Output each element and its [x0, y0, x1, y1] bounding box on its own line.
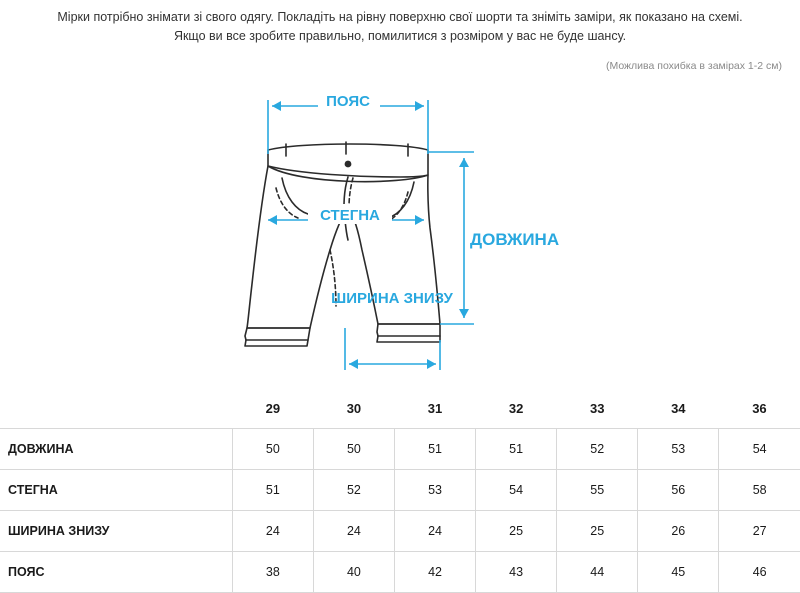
- table-col-header: 29: [232, 388, 313, 429]
- shorts-waistband: [268, 144, 428, 177]
- table-cell: 56: [638, 470, 719, 511]
- intro-text: [0, 8, 800, 46]
- left-cuff-fold: [245, 340, 308, 346]
- table-row: [0, 429, 800, 470]
- table-cell: 54: [476, 470, 557, 511]
- table-col-header: 33: [557, 388, 638, 429]
- label-hips: [320, 207, 380, 224]
- table-cell: 24: [313, 511, 394, 552]
- right-cuff: [377, 324, 440, 336]
- table-cell: 46: [719, 552, 800, 593]
- table-cell: 24: [232, 511, 313, 552]
- label-hips-text: СТЕГНА: [320, 207, 380, 224]
- label-waist-text: ПОЯС: [326, 93, 370, 110]
- table-cell: 51: [394, 429, 475, 470]
- label-bottom-width-text: ШИРИНА ЗНИЗУ: [331, 290, 453, 307]
- table-cell: 38: [232, 552, 313, 593]
- left-cuff: [245, 328, 310, 340]
- label-length-text: ДОВЖИНА: [470, 230, 560, 249]
- table-col-header: 30: [313, 388, 394, 429]
- intro-line-1: Мірки потрібно знімати зі свого одягу. Покладіть на рівну поверхню свої шорти та зніміть заміри, як показано на схемі.: [57, 10, 743, 24]
- table-row-label: ШИРИНА ЗНИЗУ: [0, 511, 232, 552]
- table-cell: 40: [313, 552, 394, 593]
- table-corner-cell: [0, 388, 232, 429]
- label-bottom-width: [331, 290, 453, 307]
- table-cell: 43: [476, 552, 557, 593]
- table-row: [0, 552, 800, 593]
- table-row-label: СТЕГНА: [0, 470, 232, 511]
- table-cell: 44: [557, 552, 638, 593]
- size-table: [0, 388, 800, 593]
- table-cell: 42: [394, 552, 475, 593]
- table-cell: 25: [476, 511, 557, 552]
- table-col-header: 36: [719, 388, 800, 429]
- table-cell: 53: [394, 470, 475, 511]
- table-cell: 51: [476, 429, 557, 470]
- shorts-measurement-diagram: [0, 78, 800, 388]
- table-cell: 24: [394, 511, 475, 552]
- table-cell: 25: [557, 511, 638, 552]
- label-length: [470, 230, 559, 249]
- table-col-header: 34: [638, 388, 719, 429]
- table-cell: 54: [719, 429, 800, 470]
- table-cell: 52: [557, 429, 638, 470]
- table-cell: 52: [313, 470, 394, 511]
- table-header-row: [0, 388, 800, 429]
- measurement-tolerance-note: (Можлива похибка в замірах 1-2 см): [605, 60, 782, 72]
- table-cell: 53: [638, 429, 719, 470]
- waist-button: [345, 161, 352, 168]
- table-cell: 58: [719, 470, 800, 511]
- label-waist: [326, 93, 370, 110]
- table-cell: 45: [638, 552, 719, 593]
- intro-line-2: Якщо ви все зробите правильно, помилитися з розміром у вас не буде шансу.: [173, 29, 627, 43]
- table-row-label: ПОЯС: [0, 552, 232, 593]
- table-cell: 55: [557, 470, 638, 511]
- table-row-label: ДОВЖИНА: [0, 429, 232, 470]
- table-col-header: 32: [476, 388, 557, 429]
- table-row: [0, 511, 800, 552]
- table-col-header: 31: [394, 388, 475, 429]
- table-cell: 27: [719, 511, 800, 552]
- table-cell: 26: [638, 511, 719, 552]
- table-cell: 50: [313, 429, 394, 470]
- table-row: [0, 470, 800, 511]
- size-table-wrapper: [0, 388, 800, 593]
- table-cell: 50: [232, 429, 313, 470]
- table-cell: 51: [232, 470, 313, 511]
- right-cuff-fold: [377, 336, 440, 342]
